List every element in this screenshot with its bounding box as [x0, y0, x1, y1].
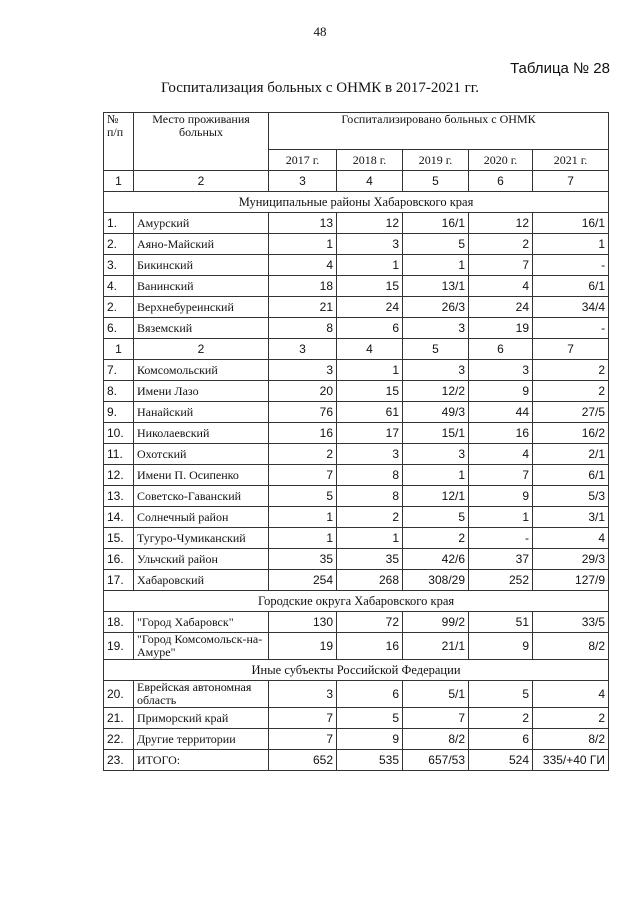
- value-2017: 2: [269, 444, 337, 465]
- column-number: 6: [469, 339, 533, 360]
- value-2020: 2: [469, 708, 533, 729]
- table-row: [104, 360, 609, 381]
- table-row: [104, 681, 609, 708]
- place-name: Имени Лазо: [134, 381, 269, 402]
- place-name: Нанайский: [134, 402, 269, 423]
- column-numbers-row-repeat: [104, 339, 609, 360]
- value-2020: 4: [469, 444, 533, 465]
- column-number: 4: [337, 171, 403, 192]
- place-name: Имени П. Осипенко: [134, 465, 269, 486]
- row-number: 13.: [104, 486, 134, 507]
- value-2021: 2: [533, 360, 609, 381]
- value-2018: 5: [337, 708, 403, 729]
- value-2020: 1: [469, 507, 533, 528]
- value-2019: 5: [403, 234, 469, 255]
- value-2020: 3: [469, 360, 533, 381]
- place-name: Приморский край: [134, 708, 269, 729]
- value-2020: 24: [469, 297, 533, 318]
- value-2019: 2: [403, 528, 469, 549]
- value-2021: -: [533, 255, 609, 276]
- value-2017: 35: [269, 549, 337, 570]
- value-2017: 18: [269, 276, 337, 297]
- value-2017: 254: [269, 570, 337, 591]
- row-number: 1.: [104, 213, 134, 234]
- place-name: Ульчский район: [134, 549, 269, 570]
- value-2017: 3: [269, 681, 337, 708]
- value-2020: 44: [469, 402, 533, 423]
- row-number: 15.: [104, 528, 134, 549]
- place-name: Аяно-Майский: [134, 234, 269, 255]
- value-2019: 12/2: [403, 381, 469, 402]
- column-number: 4: [337, 339, 403, 360]
- value-2020: 9: [469, 381, 533, 402]
- row-number: 16.: [104, 549, 134, 570]
- row-number: 19.: [104, 633, 134, 660]
- value-2019: 99/2: [403, 612, 469, 633]
- place-name: ИТОГО:: [134, 750, 269, 771]
- value-2018: 1: [337, 255, 403, 276]
- value-2017: 21: [269, 297, 337, 318]
- column-number: 1: [104, 339, 134, 360]
- value-2019: 1: [403, 465, 469, 486]
- row-number: 22.: [104, 729, 134, 750]
- hospitalization-table: [103, 112, 609, 771]
- row-number: 17.: [104, 570, 134, 591]
- value-2017: 1: [269, 528, 337, 549]
- value-2021: 127/9: [533, 570, 609, 591]
- value-2018: 35: [337, 549, 403, 570]
- page-number: 48: [313, 24, 327, 39]
- value-2019: 15/1: [403, 423, 469, 444]
- table-row: [104, 402, 609, 423]
- value-2017: 19: [269, 633, 337, 660]
- value-2019: 3: [403, 444, 469, 465]
- section-title: Иные субъекты Российской Федерации: [104, 660, 609, 681]
- header-col-no: № п/п: [104, 113, 134, 171]
- row-number: 21.: [104, 708, 134, 729]
- section-row: [104, 660, 609, 681]
- place-name: Еврейская автономная область: [134, 681, 269, 708]
- row-number: 7.: [104, 360, 134, 381]
- value-2019: 5: [403, 507, 469, 528]
- section-title: Муниципальные районы Хабаровского края: [104, 192, 609, 213]
- place-name: Вяземский: [134, 318, 269, 339]
- table-row: [104, 729, 609, 750]
- header-year-2021: 2021 г.: [533, 150, 609, 171]
- value-2019: 1: [403, 255, 469, 276]
- value-2018: 17: [337, 423, 403, 444]
- section-row: [104, 591, 609, 612]
- value-2018: 15: [337, 381, 403, 402]
- value-2019: 7: [403, 708, 469, 729]
- column-numbers-row: [104, 171, 609, 192]
- column-number: 1: [104, 171, 134, 192]
- value-2018: 6: [337, 318, 403, 339]
- table-row: [104, 444, 609, 465]
- place-name: Бикинский: [134, 255, 269, 276]
- value-2018: 15: [337, 276, 403, 297]
- column-number: 5: [403, 171, 469, 192]
- table-row: [104, 213, 609, 234]
- value-2021: 29/3: [533, 549, 609, 570]
- header-year-2018: 2018 г.: [337, 150, 403, 171]
- value-2018: 1: [337, 528, 403, 549]
- header-row-1: [104, 113, 609, 150]
- value-2019: 5/1: [403, 681, 469, 708]
- value-2017: 76: [269, 402, 337, 423]
- value-2020: 7: [469, 255, 533, 276]
- header-year-2017: 2017 г.: [269, 150, 337, 171]
- value-2019: 657/53: [403, 750, 469, 771]
- place-name: Верхнебуреинский: [134, 297, 269, 318]
- table-row: [104, 255, 609, 276]
- place-name: Комсомольский: [134, 360, 269, 381]
- value-2020: 7: [469, 465, 533, 486]
- row-number: 14.: [104, 507, 134, 528]
- place-name: "Город Комсомольск-на-Амуре": [134, 633, 269, 660]
- value-2021: 4: [533, 528, 609, 549]
- value-2020: 16: [469, 423, 533, 444]
- value-2017: 7: [269, 708, 337, 729]
- document-title: Госпитализация больных с ОНМК в 2017-2021 гг.: [161, 80, 479, 96]
- value-2017: 1: [269, 234, 337, 255]
- value-2017: 4: [269, 255, 337, 276]
- value-2019: 42/6: [403, 549, 469, 570]
- value-2017: 652: [269, 750, 337, 771]
- table-row: [104, 318, 609, 339]
- table-row: [104, 297, 609, 318]
- value-2017: 1: [269, 507, 337, 528]
- value-2020: 524: [469, 750, 533, 771]
- value-2021: 5/3: [533, 486, 609, 507]
- value-2020: 51: [469, 612, 533, 633]
- table-row: [104, 708, 609, 729]
- row-number: 2.: [104, 297, 134, 318]
- value-2020: 19: [469, 318, 533, 339]
- value-2018: 12: [337, 213, 403, 234]
- value-2021: 34/4: [533, 297, 609, 318]
- value-2020: 252: [469, 570, 533, 591]
- value-2017: 20: [269, 381, 337, 402]
- value-2019: 49/3: [403, 402, 469, 423]
- column-number: 7: [533, 171, 609, 192]
- value-2019: 26/3: [403, 297, 469, 318]
- row-number: 4.: [104, 276, 134, 297]
- column-number: 2: [134, 171, 269, 192]
- value-2021: 16/2: [533, 423, 609, 444]
- value-2017: 13: [269, 213, 337, 234]
- value-2021: 2: [533, 708, 609, 729]
- row-number: 12.: [104, 465, 134, 486]
- value-2020: 9: [469, 486, 533, 507]
- value-2019: 3: [403, 360, 469, 381]
- value-2019: 12/1: [403, 486, 469, 507]
- value-2018: 8: [337, 465, 403, 486]
- table-row: [104, 570, 609, 591]
- row-number: 3.: [104, 255, 134, 276]
- table-row: [104, 486, 609, 507]
- value-2019: 8/2: [403, 729, 469, 750]
- value-2019: 3: [403, 318, 469, 339]
- column-number: 3: [269, 339, 337, 360]
- table-row: [104, 507, 609, 528]
- value-2018: 9: [337, 729, 403, 750]
- value-2021: 8/2: [533, 729, 609, 750]
- value-2021: 3/1: [533, 507, 609, 528]
- value-2018: 16: [337, 633, 403, 660]
- place-name: Хабаровский: [134, 570, 269, 591]
- value-2017: 5: [269, 486, 337, 507]
- value-2018: 72: [337, 612, 403, 633]
- table-row: [104, 549, 609, 570]
- value-2021: 2/1: [533, 444, 609, 465]
- value-2021: -: [533, 318, 609, 339]
- header-year-2020: 2020 г.: [469, 150, 533, 171]
- value-2021: 335/+40 ГИ: [533, 750, 609, 771]
- value-2020: 6: [469, 729, 533, 750]
- place-name: Охотский: [134, 444, 269, 465]
- value-2019: 13/1: [403, 276, 469, 297]
- table-row: [104, 423, 609, 444]
- row-number: 23.: [104, 750, 134, 771]
- value-2021: 27/5: [533, 402, 609, 423]
- value-2017: 3: [269, 360, 337, 381]
- place-name: Тугуро-Чумиканский: [134, 528, 269, 549]
- table-row: [104, 528, 609, 549]
- table-row: [104, 465, 609, 486]
- value-2018: 6: [337, 681, 403, 708]
- value-2019: 308/29: [403, 570, 469, 591]
- value-2018: 24: [337, 297, 403, 318]
- row-number: 8.: [104, 381, 134, 402]
- value-2020: 9: [469, 633, 533, 660]
- value-2021: 4: [533, 681, 609, 708]
- row-number: 10.: [104, 423, 134, 444]
- place-name: Амурский: [134, 213, 269, 234]
- value-2018: 2: [337, 507, 403, 528]
- column-number: 2: [134, 339, 269, 360]
- value-2017: 130: [269, 612, 337, 633]
- value-2017: 8: [269, 318, 337, 339]
- value-2018: 535: [337, 750, 403, 771]
- value-2021: 8/2: [533, 633, 609, 660]
- value-2021: 16/1: [533, 213, 609, 234]
- table-row: [104, 633, 609, 660]
- place-name: Ванинский: [134, 276, 269, 297]
- row-number: 11.: [104, 444, 134, 465]
- table-label: Таблица № 28: [510, 60, 610, 77]
- column-number: 3: [269, 171, 337, 192]
- column-number: 7: [533, 339, 609, 360]
- header-col-place: Место проживания больных: [134, 113, 269, 171]
- value-2021: 33/5: [533, 612, 609, 633]
- place-name: Николаевский: [134, 423, 269, 444]
- row-number: 18.: [104, 612, 134, 633]
- place-name: Советско-Гаванский: [134, 486, 269, 507]
- row-number: 6.: [104, 318, 134, 339]
- place-name: "Город Хабаровск": [134, 612, 269, 633]
- value-2020: 2: [469, 234, 533, 255]
- table-row: [104, 750, 609, 771]
- value-2018: 3: [337, 234, 403, 255]
- value-2018: 268: [337, 570, 403, 591]
- row-number: 2.: [104, 234, 134, 255]
- table-row: [104, 276, 609, 297]
- value-2021: 2: [533, 381, 609, 402]
- value-2018: 1: [337, 360, 403, 381]
- column-number: 6: [469, 171, 533, 192]
- header-col-group: Госпитализировано больных с ОНМК: [269, 113, 609, 150]
- section-title: Городские округа Хабаровского края: [104, 591, 609, 612]
- value-2020: -: [469, 528, 533, 549]
- header-year-2019: 2019 г.: [403, 150, 469, 171]
- value-2021: 6/1: [533, 465, 609, 486]
- value-2017: 16: [269, 423, 337, 444]
- value-2020: 4: [469, 276, 533, 297]
- value-2019: 21/1: [403, 633, 469, 660]
- value-2018: 8: [337, 486, 403, 507]
- table-row: [104, 234, 609, 255]
- table-row: [104, 381, 609, 402]
- value-2017: 7: [269, 465, 337, 486]
- row-number: 9.: [104, 402, 134, 423]
- value-2021: 1: [533, 234, 609, 255]
- value-2021: 6/1: [533, 276, 609, 297]
- column-number: 5: [403, 339, 469, 360]
- value-2018: 61: [337, 402, 403, 423]
- value-2020: 37: [469, 549, 533, 570]
- row-number: 20.: [104, 681, 134, 708]
- section-row: [104, 192, 609, 213]
- value-2017: 7: [269, 729, 337, 750]
- place-name: Другие территории: [134, 729, 269, 750]
- value-2019: 16/1: [403, 213, 469, 234]
- value-2020: 12: [469, 213, 533, 234]
- table-row: [104, 612, 609, 633]
- place-name: Солнечный район: [134, 507, 269, 528]
- value-2018: 3: [337, 444, 403, 465]
- value-2020: 5: [469, 681, 533, 708]
